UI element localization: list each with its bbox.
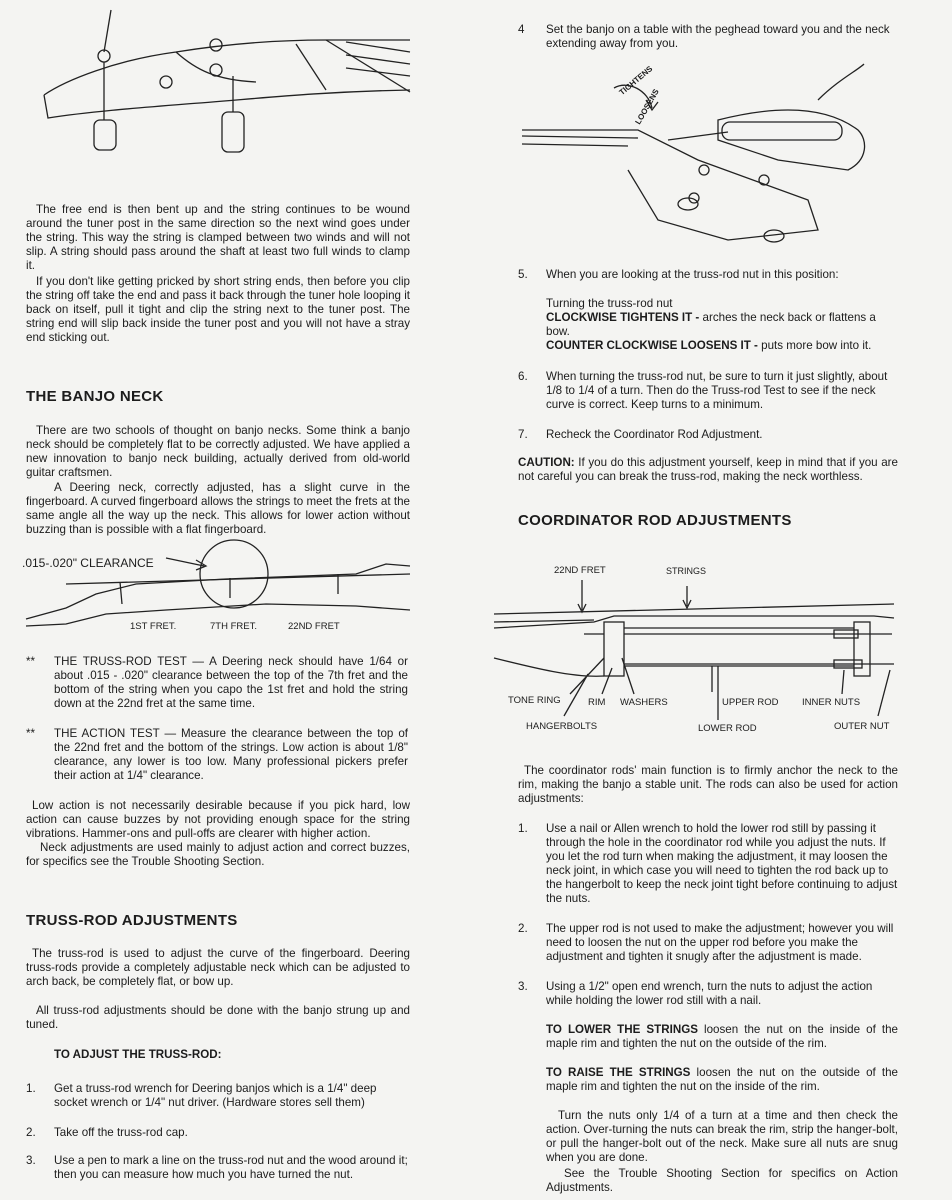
step-number: 6. xyxy=(518,370,528,383)
see-trouble-text: See the Trouble Shooting Section for specifics on Action Adjustments. xyxy=(546,1167,898,1194)
tightens-label: TIGHTENS xyxy=(617,64,655,98)
caution-label: CAUTION: xyxy=(518,456,575,469)
coordinator-rod-heading: COORDINATOR ROD ADJUSTMENTS xyxy=(518,512,792,529)
step-text: When turning the truss-rod nut, be sure to turn it just slightly, about 1/8 to 1/4 of a turn. Then do the Truss-rod Test to see if the neck curve is correct. Keep turns to a minimum. xyxy=(546,370,888,411)
step-number: 2. xyxy=(518,922,528,935)
fret-22-label: 22ND FRET xyxy=(288,621,340,632)
truss-paragraph-1: The truss-rod is used to adjust the curve of the fingerboard. Deering truss-rods provide a completely adjustable neck which can be adjusted to arch back, be completely flat, or bow up. xyxy=(26,947,410,988)
step-number: 1. xyxy=(26,1082,36,1095)
bullet-text: THE ACTION TEST — Measure the clearance between the top of the 22nd fret and the bottom of the strings. Low action is about 1/8" clearance, any lower is too low. Many professional pickers prefer their action at 1/4" clearance. xyxy=(54,727,408,782)
bullet-mark: ** xyxy=(26,655,36,668)
loosens-label: LOOSENS xyxy=(633,87,661,126)
strings-label: STRINGS xyxy=(666,566,707,576)
truss-rod-heading: TRUSS-ROD ADJUSTMENTS xyxy=(26,912,238,929)
step-text: The upper rod is not used to make the adjustment; however you will need to loosen the nut on the upper rod before you make the adjustment and tighten it snugly after the adjustment is made. xyxy=(546,922,894,963)
free-end-text: The free end is then bent up and the string continues to be wound around the tuner post in the same direction so the next wind goes under the string. This way the string is clamped between two winds and will not slip. A string should pass around the shaft at least two full winds to clamp it. xyxy=(26,203,410,272)
turning-block xyxy=(546,297,898,353)
caution-text xyxy=(518,456,898,484)
bullet-text: THE TRUSS-ROD TEST — A Deering neck should have 1/64 or about .015 - .020" clearance between the top of the 7th fret and the bottom of the string when you capo the 1st fret and hold the string down at the 22nd fret at the same time. xyxy=(54,655,408,710)
clockwise-text: arches the neck back or flattens a bow. xyxy=(546,311,876,338)
coordinator-paragraph: The coordinator rods' main function is to firmly anchor the neck to the rim, making the banjo a stable unit. The rods can also be used for action adjustments: xyxy=(518,764,898,805)
step-text: Use a nail or Allen wrench to hold the lower rod still by passing it through the hole in the coordinator rod while you adjust the nuts. If you let the rod turn when making the adjustment, it may loosen the neck joint, in which case you will need to tighten the rod back up to the hangerbolt to keep the neck joint tight before continuing to adjust the nuts. xyxy=(546,822,898,905)
banjo-neck-heading: THE BANJO NECK xyxy=(26,388,164,405)
hangerbolts-label: HANGERBOLTS xyxy=(526,721,598,732)
fret-7-label: 7TH FRET. xyxy=(210,621,257,632)
step-number: 4 xyxy=(518,23,525,36)
bullet-mark: ** xyxy=(26,727,36,740)
lower-strings-body: loosen the nut on the inside of the maple rim and tighten the nut on the outside of the rim. xyxy=(546,1023,898,1050)
pricked-text: If you don't like getting pricked by short string ends, then before you clip the string off take the end and pass it back through the tuner hole looping it back on itself, pull it tight and clip the string next to the tuner post. The string end will slip back inside the tuner post and you will not have a stray end sticking out. xyxy=(26,275,410,344)
neck-paragraph-1: There are two schools of thought on banjo necks. Some think a banjo neck should be completely flat to be correctly adjusted. We have applied a new innovation to banjo neck building, actually derived from old-world guitar craftsmen. xyxy=(26,424,410,479)
turning-text: Turning the truss-rod nut xyxy=(546,297,673,310)
step-text: Use a pen to mark a line on the truss-rod nut and the wood around it; then you can measure how much you have turned the nut. xyxy=(54,1154,408,1181)
raise-strings-body: loosen the nut on the outside of the maple rim and tighten the nut on the inside of the rim. xyxy=(546,1066,898,1093)
raise-strings-bold: TO RAISE THE STRINGS xyxy=(546,1066,691,1079)
step-number: 3. xyxy=(26,1154,36,1167)
fret-22-label: 22ND FRET xyxy=(554,565,606,576)
rim-label: RIM xyxy=(588,697,606,708)
caution-body: If you do this adjustment yourself, keep in mind that if you are not careful you can break the truss-rod, making the neck worthless. xyxy=(518,456,898,483)
counter-clockwise-text: puts more bow into it. xyxy=(757,339,872,352)
clockwise-bold: CLOCKWISE TIGHTENS IT - xyxy=(546,311,700,324)
truss-paragraph-2: All truss-rod adjustments should be done with the banjo strung up and tuned. xyxy=(26,1004,410,1031)
wrench-illustration xyxy=(518,60,898,260)
neck-adjustments-text: Neck adjustments are used mainly to adjust action and correct buzzes, for specifics see the Trouble Shooting Section. xyxy=(26,841,410,868)
lower-rod-label: LOWER ROD xyxy=(698,723,757,734)
wrench-drawing xyxy=(518,60,898,260)
step-number: 3. xyxy=(518,980,528,993)
step-text: Set the banjo on a table with the peghead toward you and the neck extending away from you. xyxy=(546,23,890,50)
step-number: 7. xyxy=(518,428,528,441)
turn-nuts-text: Turn the nuts only 1/4 of a turn at a time and then check the action. Over-turning the nuts can break the rim, strip the hanger-bolt, or pull the hanger-bolt out of the neck. Make sure all nuts are snug when you are done. xyxy=(546,1109,898,1164)
step-text: Take off the truss-rod cap. xyxy=(54,1126,188,1139)
inner-nuts-label: INNER NUTS xyxy=(802,697,861,708)
neck-paragraph-2: A Deering neck, correctly adjusted, has a slight curve in the fingerboard. A curved fingerboard allows the strings to meet the frets at the same angle all the way up the neck. This allows for lower action without buzzing than is possible with a flat fingerboard. xyxy=(26,481,410,536)
step-text: When you are looking at the truss-rod nut in this position: xyxy=(546,268,839,281)
step-number: 2. xyxy=(26,1126,36,1139)
fret-1-label: 1ST FRET. xyxy=(130,621,177,632)
coordinator-rod-diagram xyxy=(494,558,898,736)
step-text: Using a 1/2" open end wrench, turn the nuts to adjust the action while holding the lower rod still with a nail. xyxy=(546,980,873,1007)
tone-ring-label: TONE RING xyxy=(508,695,561,706)
to-adjust-heading: TO ADJUST THE TRUSS-ROD: xyxy=(54,1048,222,1061)
step-number: 1. xyxy=(518,822,528,835)
counter-clockwise-bold: COUNTER CLOCKWISE LOOSENS IT - xyxy=(546,339,758,352)
step-text: Get a truss-rod wrench for Deering banjos which is a 1/4" deep socket wrench or 1/4" nut driver. (Hardware stores sell them) xyxy=(54,1082,377,1109)
clearance-label: .015-.020" CLEARANCE xyxy=(22,556,154,570)
upper-rod-label: UPPER ROD xyxy=(722,697,779,708)
washers-label: WASHERS xyxy=(620,697,668,708)
neck-clearance-diagram xyxy=(22,544,410,636)
lower-strings-text xyxy=(546,1023,898,1051)
raise-strings-text xyxy=(546,1066,898,1094)
peghead-tuner-illustration xyxy=(26,0,410,190)
low-action-text: Low action is not necessarily desirable because if you pick hard, low action can cause buzzes by not providing enough space for the string vibrations. Hammer-ons and pull-offs are clearer with higher action. xyxy=(26,799,410,840)
outer-nut-label: OUTER NUT xyxy=(834,721,890,732)
lower-strings-bold: TO LOWER THE STRINGS xyxy=(546,1023,698,1036)
step-text: Recheck the Coordinator Rod Adjustment. xyxy=(546,428,763,441)
step-number: 5. xyxy=(518,268,528,281)
